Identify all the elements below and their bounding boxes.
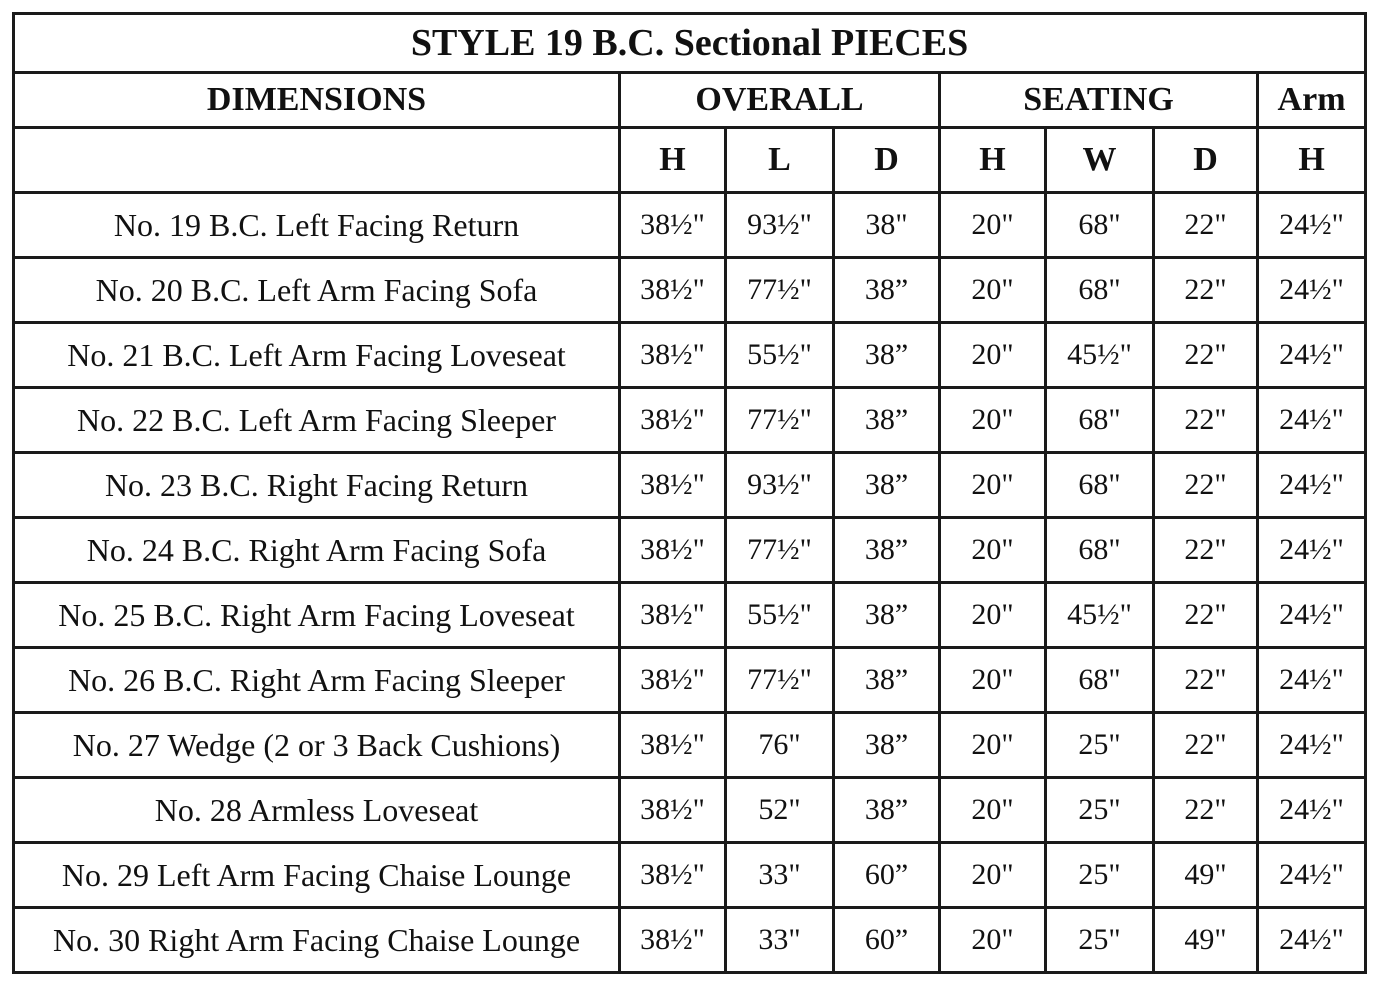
table-body <box>14 193 1366 973</box>
sub-header-overall-d: D <box>834 128 940 193</box>
cell-seating-d: 22" <box>1154 648 1258 713</box>
cell-overall-l: 77½" <box>726 518 834 583</box>
cell-seating-d: 22" <box>1154 388 1258 453</box>
cell-arm-h: 24½" <box>1258 778 1366 843</box>
cell-seating-h: 20" <box>940 713 1046 778</box>
piece-name: No. 27 Wedge (2 or 3 Back Cushions) <box>14 713 620 778</box>
cell-seating-w: 25" <box>1046 713 1154 778</box>
cell-overall-l: 55½" <box>726 583 834 648</box>
cell-overall-d: 38” <box>834 778 940 843</box>
cell-arm-h: 24½" <box>1258 193 1366 258</box>
header-seating: SEATING <box>940 73 1258 128</box>
cell-arm-h: 24½" <box>1258 388 1366 453</box>
cell-overall-d: 38” <box>834 648 940 713</box>
cell-seating-h: 20" <box>940 323 1046 388</box>
cell-seating-h: 20" <box>940 518 1046 583</box>
cell-overall-d: 38” <box>834 323 940 388</box>
cell-overall-h: 38½" <box>620 323 726 388</box>
cell-seating-w: 68" <box>1046 193 1154 258</box>
cell-overall-d: 38” <box>834 258 940 323</box>
table-row <box>14 843 1366 908</box>
cell-overall-d: 38” <box>834 583 940 648</box>
cell-overall-l: 33" <box>726 843 834 908</box>
cell-arm-h: 24½" <box>1258 258 1366 323</box>
cell-seating-h: 20" <box>940 908 1046 973</box>
piece-name: No. 29 Left Arm Facing Chaise Lounge <box>14 843 620 908</box>
cell-seating-w: 68" <box>1046 453 1154 518</box>
piece-name: No. 20 B.C. Left Arm Facing Sofa <box>14 258 620 323</box>
cell-seating-w: 25" <box>1046 778 1154 843</box>
cell-overall-l: 52" <box>726 778 834 843</box>
sub-header-row <box>14 128 1366 193</box>
cell-overall-l: 93½" <box>726 193 834 258</box>
sub-header-blank <box>14 128 620 193</box>
cell-seating-d: 49" <box>1154 843 1258 908</box>
cell-overall-h: 38½" <box>620 193 726 258</box>
piece-name: No. 28 Armless Loveseat <box>14 778 620 843</box>
cell-overall-h: 38½" <box>620 388 726 453</box>
cell-seating-w: 68" <box>1046 518 1154 583</box>
cell-overall-l: 77½" <box>726 388 834 453</box>
cell-arm-h: 24½" <box>1258 713 1366 778</box>
cell-overall-l: 55½" <box>726 323 834 388</box>
cell-seating-d: 22" <box>1154 323 1258 388</box>
piece-name: No. 24 B.C. Right Arm Facing Sofa <box>14 518 620 583</box>
cell-seating-w: 45½" <box>1046 583 1154 648</box>
header-overall: OVERALL <box>620 73 940 128</box>
cell-overall-d: 38” <box>834 388 940 453</box>
cell-overall-d: 38” <box>834 453 940 518</box>
cell-seating-d: 22" <box>1154 778 1258 843</box>
cell-overall-h: 38½" <box>620 583 726 648</box>
piece-name: No. 30 Right Arm Facing Chaise Lounge <box>14 908 620 973</box>
table-title: STYLE 19 B.C. Sectional PIECES <box>14 14 1366 73</box>
header-arm: Arm <box>1258 73 1366 128</box>
cell-overall-l: 93½" <box>726 453 834 518</box>
piece-name: No. 21 B.C. Left Arm Facing Loveseat <box>14 323 620 388</box>
cell-overall-h: 38½" <box>620 648 726 713</box>
table-row <box>14 518 1366 583</box>
piece-name: No. 19 B.C. Left Facing Return <box>14 193 620 258</box>
cell-arm-h: 24½" <box>1258 648 1366 713</box>
sub-header-overall-h: H <box>620 128 726 193</box>
cell-overall-d: 60” <box>834 843 940 908</box>
cell-seating-d: 22" <box>1154 583 1258 648</box>
table-row <box>14 193 1366 258</box>
cell-seating-d: 22" <box>1154 453 1258 518</box>
cell-overall-l: 77½" <box>726 648 834 713</box>
cell-seating-h: 20" <box>940 258 1046 323</box>
piece-name: No. 26 B.C. Right Arm Facing Sleeper <box>14 648 620 713</box>
header-dimensions: DIMENSIONS <box>14 73 620 128</box>
sub-header-seating-d: D <box>1154 128 1258 193</box>
cell-arm-h: 24½" <box>1258 323 1366 388</box>
cell-seating-h: 20" <box>940 583 1046 648</box>
table-row <box>14 453 1366 518</box>
cell-overall-h: 38½" <box>620 778 726 843</box>
cell-arm-h: 24½" <box>1258 843 1366 908</box>
cell-overall-d: 38" <box>834 193 940 258</box>
cell-seating-h: 20" <box>940 388 1046 453</box>
cell-overall-h: 38½" <box>620 908 726 973</box>
cell-seating-d: 22" <box>1154 193 1258 258</box>
cell-seating-h: 20" <box>940 193 1046 258</box>
cell-overall-l: 76" <box>726 713 834 778</box>
cell-arm-h: 24½" <box>1258 518 1366 583</box>
cell-overall-l: 77½" <box>726 258 834 323</box>
sub-header-seating-h: H <box>940 128 1046 193</box>
cell-overall-d: 38” <box>834 713 940 778</box>
cell-overall-d: 38” <box>834 518 940 583</box>
sectional-dimensions-table <box>12 12 1367 974</box>
cell-seating-w: 25" <box>1046 908 1154 973</box>
table-row <box>14 648 1366 713</box>
cell-seating-d: 22" <box>1154 518 1258 583</box>
table-row <box>14 323 1366 388</box>
cell-seating-h: 20" <box>940 648 1046 713</box>
cell-overall-h: 38½" <box>620 843 726 908</box>
cell-overall-h: 38½" <box>620 713 726 778</box>
table-row <box>14 908 1366 973</box>
cell-seating-w: 25" <box>1046 843 1154 908</box>
cell-seating-d: 22" <box>1154 713 1258 778</box>
piece-name: No. 22 B.C. Left Arm Facing Sleeper <box>14 388 620 453</box>
spec-sheet <box>12 12 1364 986</box>
table-row <box>14 583 1366 648</box>
piece-name: No. 25 B.C. Right Arm Facing Loveseat <box>14 583 620 648</box>
sub-header-overall-l: L <box>726 128 834 193</box>
table-row <box>14 388 1366 453</box>
title-row <box>14 14 1366 73</box>
cell-seating-h: 20" <box>940 843 1046 908</box>
cell-seating-d: 49" <box>1154 908 1258 973</box>
cell-overall-h: 38½" <box>620 258 726 323</box>
cell-seating-h: 20" <box>940 453 1046 518</box>
cell-overall-h: 38½" <box>620 453 726 518</box>
cell-arm-h: 24½" <box>1258 583 1366 648</box>
cell-overall-h: 38½" <box>620 518 726 583</box>
group-header-row <box>14 73 1366 128</box>
table-row <box>14 778 1366 843</box>
cell-overall-l: 33" <box>726 908 834 973</box>
table-row <box>14 258 1366 323</box>
cell-seating-w: 68" <box>1046 388 1154 453</box>
cell-seating-w: 45½" <box>1046 323 1154 388</box>
cell-arm-h: 24½" <box>1258 453 1366 518</box>
piece-name: No. 23 B.C. Right Facing Return <box>14 453 620 518</box>
sub-header-seating-w: W <box>1046 128 1154 193</box>
cell-overall-d: 60” <box>834 908 940 973</box>
cell-seating-w: 68" <box>1046 258 1154 323</box>
sub-header-arm-h: H <box>1258 128 1366 193</box>
cell-seating-d: 22" <box>1154 258 1258 323</box>
cell-seating-h: 20" <box>940 778 1046 843</box>
table-row <box>14 713 1366 778</box>
cell-arm-h: 24½" <box>1258 908 1366 973</box>
cell-seating-w: 68" <box>1046 648 1154 713</box>
